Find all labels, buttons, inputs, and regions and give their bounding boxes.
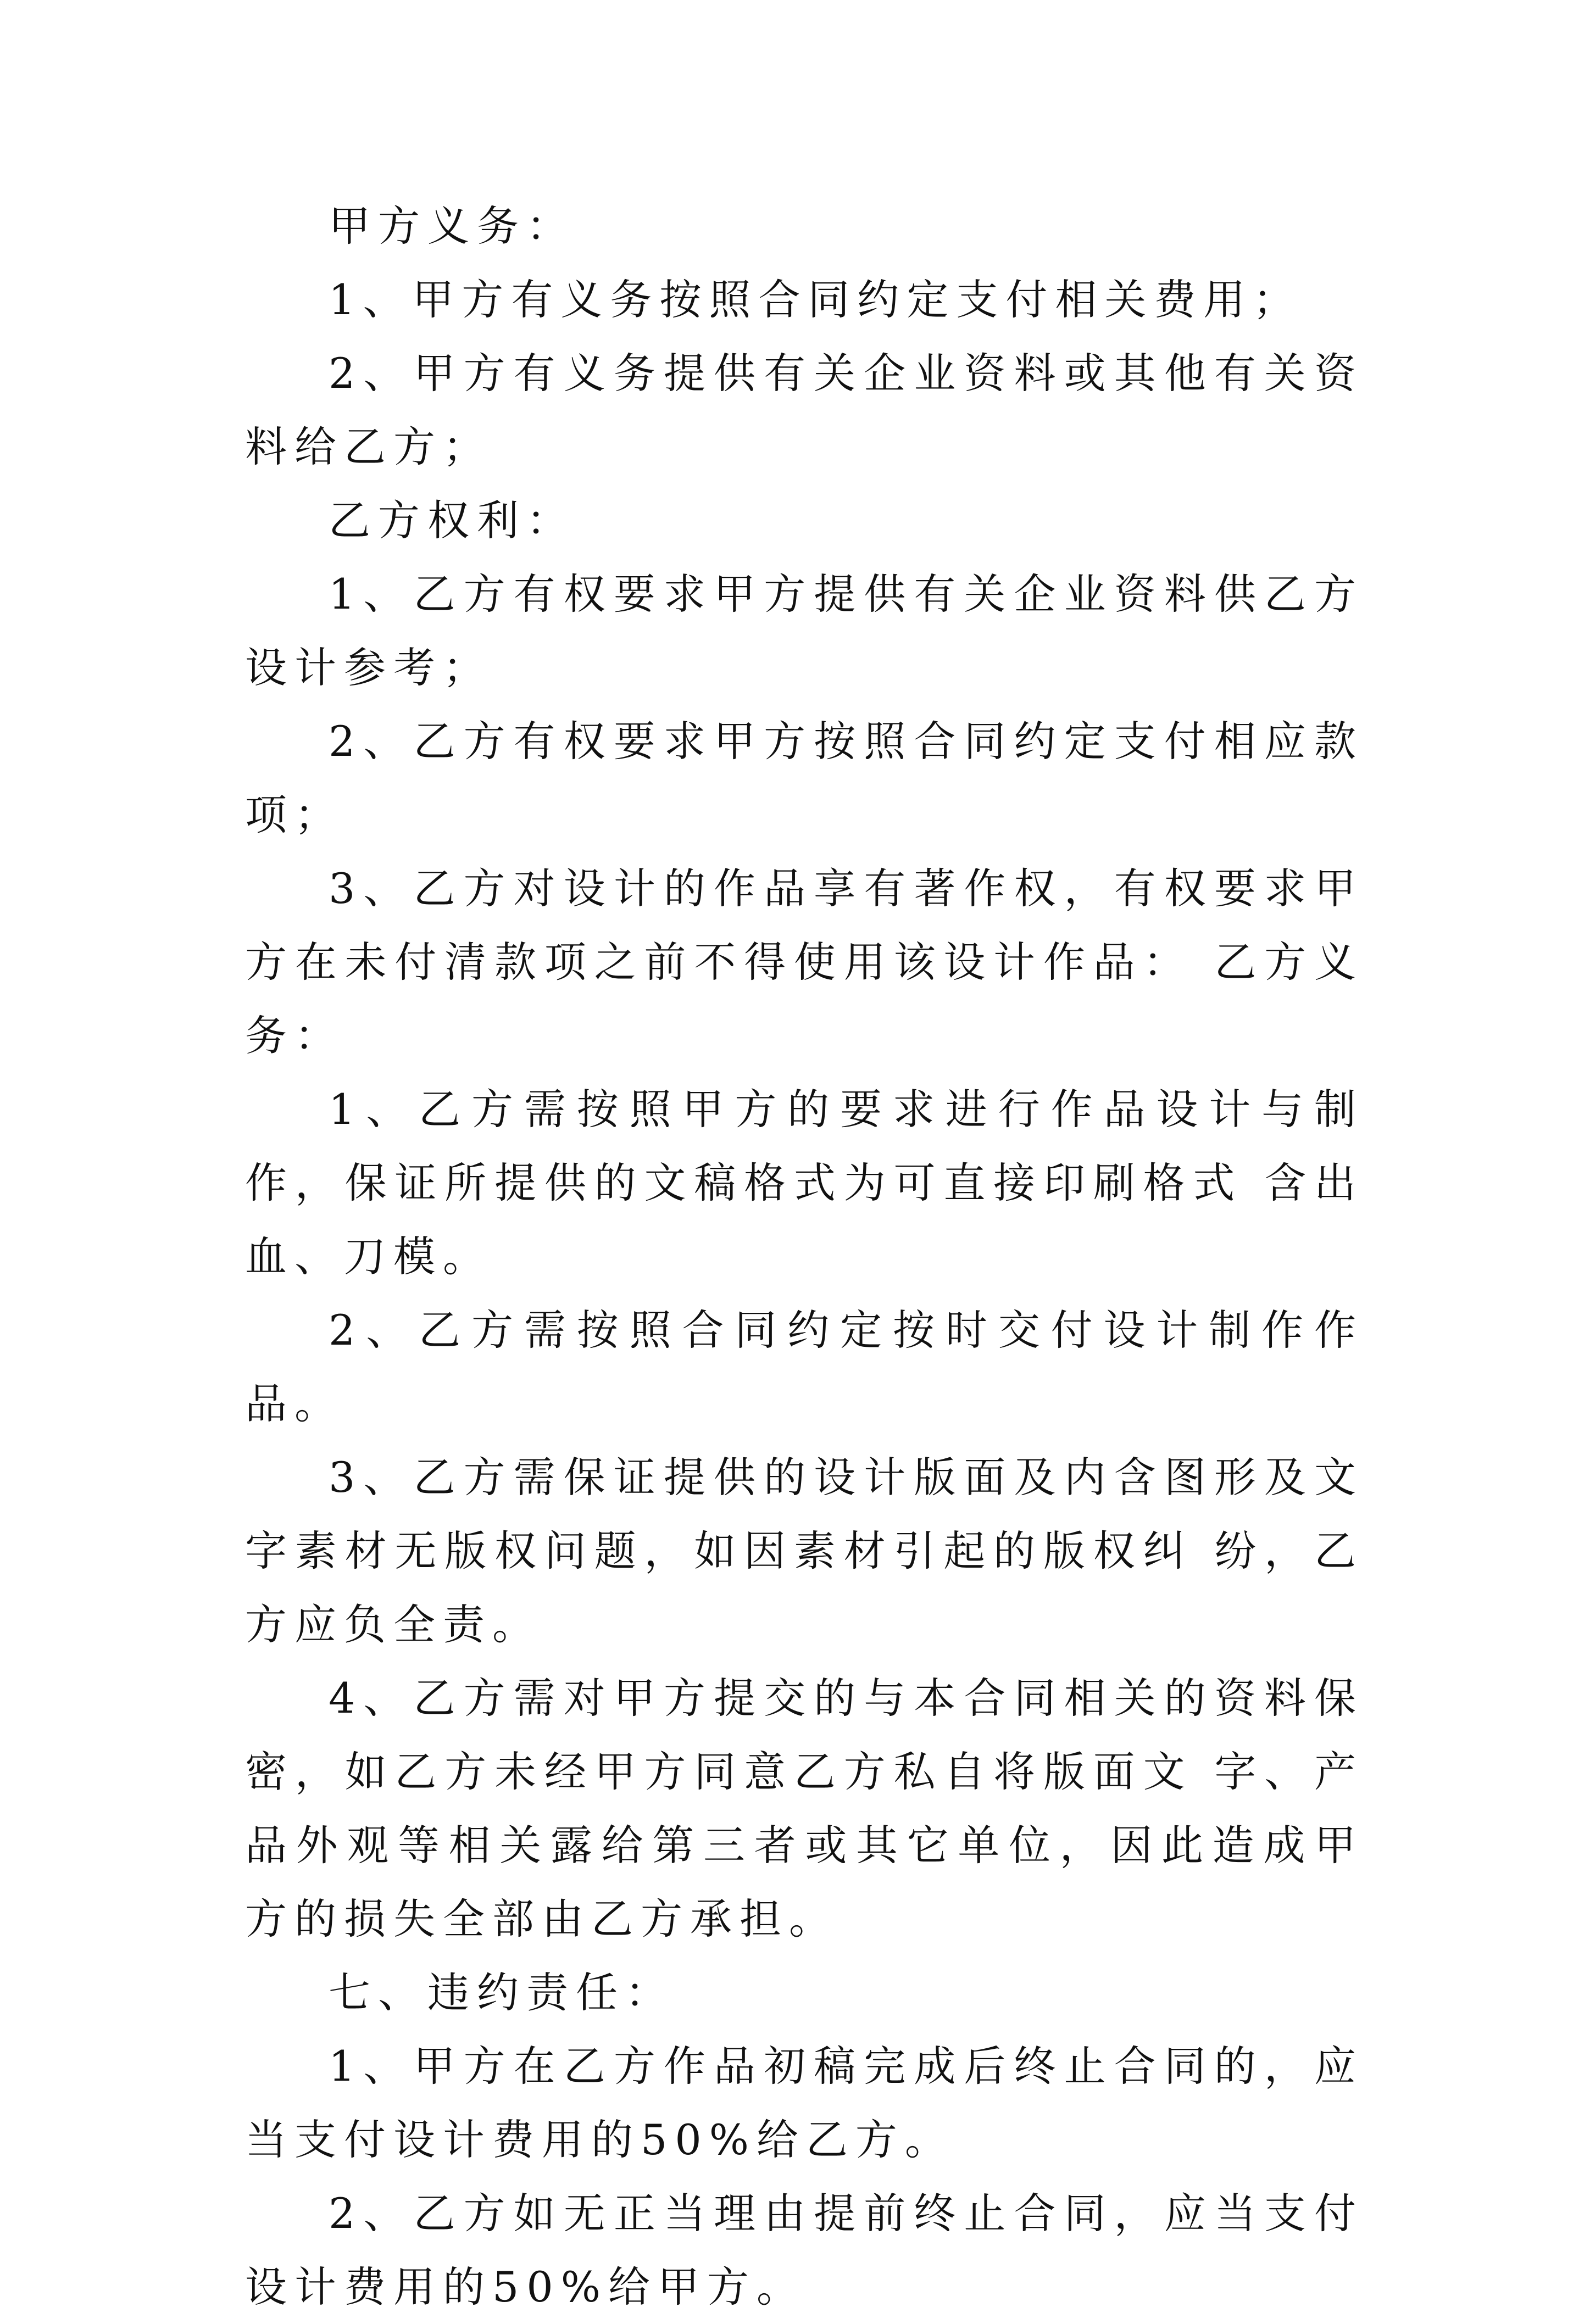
document-body xyxy=(245,190,1364,2324)
clause-paragraph: 1、乙方有权要求甲方提供有关企业资料供乙方设计参考； xyxy=(245,570,1364,692)
clause-paragraph: 1、甲方在乙方作品初稿完成后终止合同的，应当支付设计费用的50%给乙方。 xyxy=(245,2042,1364,2164)
section-heading-breach-liability: 七、违约责任： xyxy=(329,1968,675,2017)
clause-paragraph: 2、甲方有义务提供有关企业资料或其他有关资料给乙方； xyxy=(245,349,1364,471)
clause-paragraph: 1、甲方有义务按照合同约定支付相关费用； xyxy=(329,275,1303,324)
clause-paragraph: 2、乙方如无正当理由提前终止合同，应当支付设计费用的50%给甲方。 xyxy=(245,2189,1364,2311)
clause-paragraph: 2、乙方需按照合同约定按时交付设计制作作品。 xyxy=(245,1306,1364,1428)
clause-paragraph: 4、乙方需对甲方提交的与本合同相关的资料保密，如乙方未经甲方同意乙方私自将版面文 字、产品外观等相关露给第三者或其它单位，因此造成甲方的损失全部由乙方承担。 xyxy=(245,1674,1364,1943)
clause-paragraph: 2、乙方有权要求甲方按照合同约定支付相应款项； xyxy=(245,717,1364,839)
section-heading-party-b-rights: 乙方权利： xyxy=(329,496,576,545)
clause-paragraph: 3、乙方对设计的作品享有著作权，有权要求甲方在未付清款项之前不得使用该设计作品： 乙方义务： xyxy=(245,864,1364,1060)
section-heading-party-a-obligations: 甲方义务： xyxy=(329,202,576,250)
clause-paragraph: 3、乙方需保证提供的设计版面及内含图形及文字素材无版权问题，如因素材引起的版权纠 纷，乙方应负全责。 xyxy=(245,1453,1364,1649)
clause-paragraph: 1、乙方需按照甲方的要求进行作品设计与制作，保证所提供的文稿格式为可直接印刷格式 含出血、刀模。 xyxy=(245,1085,1364,1281)
